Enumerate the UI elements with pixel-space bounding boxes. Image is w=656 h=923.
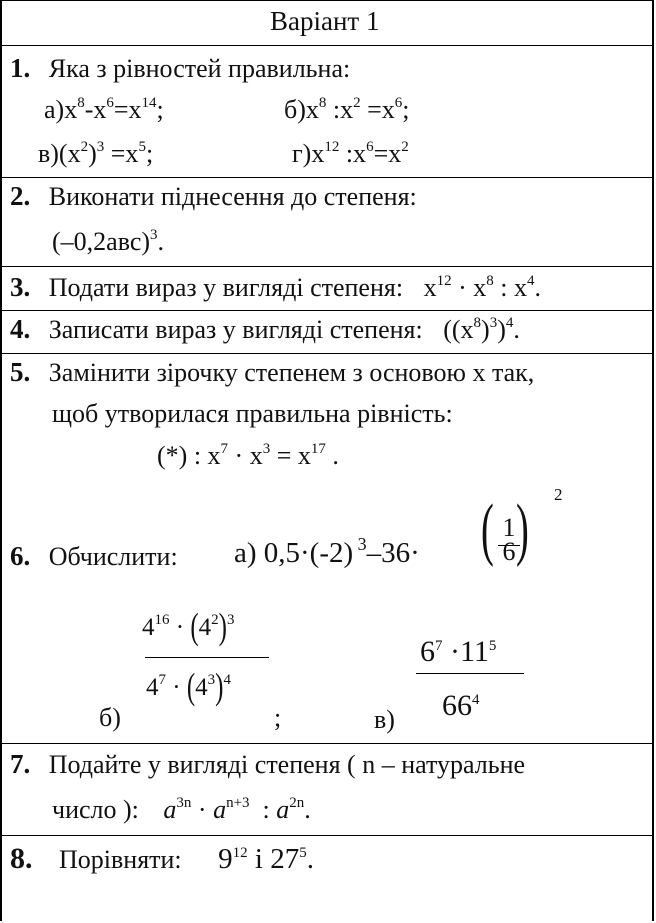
q1-option-d: $г)x^{12}$ $:x^6=x^2$ [292, 139, 409, 168]
question-4 [10, 314, 520, 345]
question-4-expression: $((x^8)^3)^4$. [443, 315, 520, 344]
divider-2 [2, 266, 654, 267]
q1-option-b: $б)x^8$ $:x^2 =x^6$; [284, 95, 410, 124]
q6c-denominator: $66^4$ [442, 689, 480, 722]
divider-1 [2, 177, 654, 178]
q6b-numerator: $4^{16} \cdot (4^2)^3$ [142, 607, 235, 648]
q6c-numerator: $6^7 \cdot 11^5$ [420, 635, 497, 668]
q6a-right-paren: ) [516, 491, 529, 568]
q6b-fraction-line [145, 657, 269, 658]
question-7-text-line1: Подайте у вигляді степеня ( n – натуральне [48, 750, 526, 779]
q6c-label: в) [374, 705, 395, 734]
question-8-expression: $9^{12}$ і $27^5$. [218, 843, 314, 875]
question-4-text: Записати вираз у вигляді степеня: [48, 315, 423, 344]
question-5-text-line1: Замінити зірочку степенем з основою x так, [48, 358, 535, 387]
q1-option-c: $в)(x^2)^3 =x^5$; [38, 139, 154, 168]
divider-3 [2, 310, 654, 311]
question-3 [10, 272, 541, 303]
question-6-text: Обчислити: [48, 542, 178, 571]
question-3-text: Подати вираз у вигляді степеня: [48, 273, 404, 302]
question-8-text: Порівняти: [59, 845, 182, 874]
divider-4 [2, 353, 654, 354]
q6b-semicolon: ; [274, 703, 282, 732]
question-7-expression: $a^{3n} \cdot a^{n+3}$ : $a^{2n}$. [163, 795, 311, 824]
question-1-text: Яка з рівностей правильна: [48, 54, 351, 83]
question-5-text-line2: щоб утворилася правильна рівність: [52, 399, 453, 428]
question-3-expression: $x^{12} \cdot x^8$ : $x^4$. [423, 273, 541, 302]
question-7-text-line2: число ): [52, 795, 139, 824]
question-5 [10, 357, 534, 388]
title-divider [2, 45, 654, 46]
q1-option-a: $а)x^8-x^6=x^{14}$; [44, 95, 164, 124]
question-5-expression: (*) : $x^7 \cdot x^3 = x^{17}$ . [157, 441, 339, 470]
divider-7 [2, 835, 654, 836]
question-2-number: 2. [10, 181, 31, 211]
divider-6 [2, 743, 654, 744]
q6a-fraction-denominator: 6 [502, 537, 516, 566]
question-6a-expression: а) 0,5·(-2) $^3$–36· [234, 534, 420, 569]
page-title: Варіант 1 [270, 6, 380, 36]
question-2-expression: $(-0,2авс)^3$. [52, 227, 165, 256]
question-6 [10, 541, 178, 572]
question-7-line2 [52, 795, 311, 825]
question-7-number: 7. [10, 749, 31, 779]
question-5-number: 5. [10, 357, 31, 387]
q6b-denominator: $4^7 \cdot (4^3)^4$ [146, 667, 231, 708]
question-2-text: Виконати піднесення до степеня: [48, 182, 417, 211]
question-1-number: 1. [10, 53, 31, 83]
q6a-fraction-exponent: 2 [554, 485, 563, 504]
question-2 [10, 181, 417, 212]
question-4-number: 4. [10, 314, 31, 344]
q6a-fraction-numerator: 1 [502, 513, 516, 542]
question-6-number: 6. [10, 541, 31, 571]
q6a-left-paren: ( [481, 491, 494, 568]
q6b-label: б) [99, 703, 121, 732]
question-3-number: 3. [10, 272, 31, 302]
question-1 [10, 53, 350, 84]
question-8 [10, 844, 314, 875]
q6c-fraction-line [416, 673, 524, 674]
question-8-number: 8. [10, 842, 33, 875]
question-7 [10, 749, 525, 780]
